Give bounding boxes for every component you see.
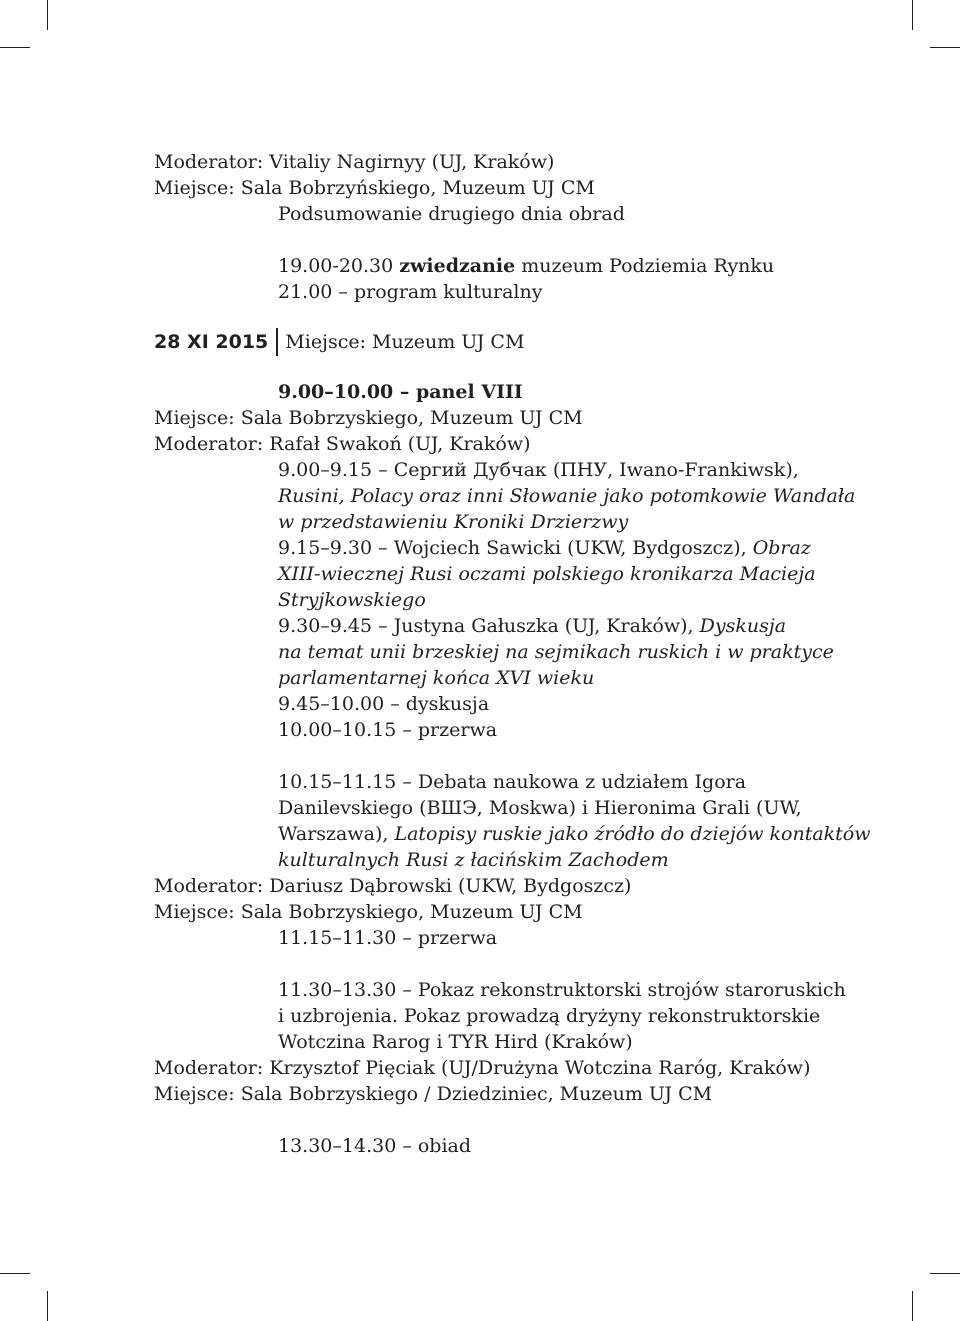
- panel-title: 9.00–10.00 – panel VIII: [278, 381, 523, 403]
- break-line: 10.00–10.15 – przerwa: [278, 719, 498, 741]
- day-date: 28 XI 2015: [154, 331, 269, 353]
- debate-moderator: Moderator: Dariusz Dąbrowski (UKW, Bydgoszcz): [154, 875, 632, 897]
- debate-break: 11.15–11.30 – przerwa: [278, 927, 498, 949]
- moderator-line: Moderator: Vitaliy Nagirnyy (UJ, Kraków): [154, 151, 555, 173]
- day-header: [154, 328, 524, 356]
- show-place: Miejsce: Sala Bobrzyskiego / Dziedziniec, Muzeum UJ CM: [154, 1083, 713, 1105]
- day-divider: [276, 328, 278, 356]
- crop-mark-bottom-left: [47, 1291, 48, 1321]
- crop-mark-bottom-right-horizontal: [930, 1273, 960, 1274]
- crop-mark-top-right: [912, 0, 913, 30]
- summary-line: Podsumowanie drugiego dnia obrad: [278, 203, 625, 225]
- show-moderator: Moderator: Krzysztof Pięciak (UJ/Drużyna Wotczina Rarόg, Kraków): [154, 1057, 811, 1079]
- crop-mark-top-left-horizontal: [0, 47, 30, 48]
- crop-mark-bottom-left-horizontal: [0, 1273, 30, 1274]
- discussion-line: 9.45–10.00 – dyskusja: [278, 693, 490, 715]
- show-title: 11.30–13.30 – Pokaz rekonstruktorski strojów staroruskich: [278, 979, 846, 1001]
- day-place: Miejsce: Muzeum UJ CM: [285, 331, 525, 353]
- lunch-line: 13.30–14.30 – obiad: [278, 1135, 472, 1157]
- debate-place: Miejsce: Sala Bobrzyskiego, Muzeum UJ CM: [154, 901, 583, 923]
- talk-1-title-cont: w przedstawieniu Kroniki Drzierzwy: [278, 511, 629, 533]
- debate-title: 10.15–11.15 – Debata naukowa z udziałem Igora: [278, 771, 747, 793]
- debate-topic-cont: kulturalnych Rusi z łacińskim Zachodem: [278, 849, 669, 871]
- crop-mark-top-left: [47, 0, 48, 30]
- talk-2-title: XIII-wiecznej Rusi oczami polskiego kronikarza Macieja: [278, 563, 816, 585]
- talk-3-title-cont: parlamentarnej końca XVI wieku: [278, 667, 595, 689]
- panel-place: Miejsce: Sala Bobrzyskiego, Muzeum UJ CM: [154, 407, 583, 429]
- crop-mark-bottom-right: [912, 1291, 913, 1321]
- talk-2-title-cont: Stryjkowskiego: [278, 589, 426, 611]
- talk-1-speaker: 9.00–9.15 – Сергий Дубчак (ПНУ, Iwano-Frankiwsk),: [278, 459, 799, 481]
- talk-1-title: Rusini, Polacy oraz inni Słowanie jako potomkowie Wandała: [278, 485, 856, 507]
- debate-participants: Danilevskiego (ВШЭ, Moskwa) i Hieronima Grali (UW,: [278, 797, 802, 819]
- show-desc-cont: Wotczina Rarog i TYR Hird (Kraków): [278, 1031, 633, 1053]
- show-desc: i uzbrojenia. Pokaz prowadzą dryżyny rekonstruktorskie: [278, 1005, 821, 1027]
- panel-moderator: Moderator: Rafał Swakoń (UJ, Kraków): [154, 433, 531, 455]
- cultural-program-line: 21.00 – program kulturalny: [278, 281, 543, 303]
- place-line: Miejsce: Sala Bobrzyńskiego, Muzeum UJ CM: [154, 177, 595, 199]
- crop-mark-top-right-horizontal: [930, 47, 960, 48]
- talk-3-title: na temat unii brzeskiej na sejmikach ruskich i w praktyce: [278, 641, 834, 663]
- talk-2-speaker: 9.15–9.30 – Wojciech Sawicki (UKW, Bydgoszcz), Obraz: [278, 537, 811, 559]
- debate-topic: Warszawa), Latopisy ruskie jako źródło do dziejów kontaktów: [278, 823, 871, 845]
- tour-line: 19.00-20.30 zwiedzanie muzeum Podziemia Rynku: [278, 255, 775, 277]
- talk-3-speaker: 9.30–9.45 – Justyna Gałuszka (UJ, Kraków), Dyskusja: [278, 615, 787, 637]
